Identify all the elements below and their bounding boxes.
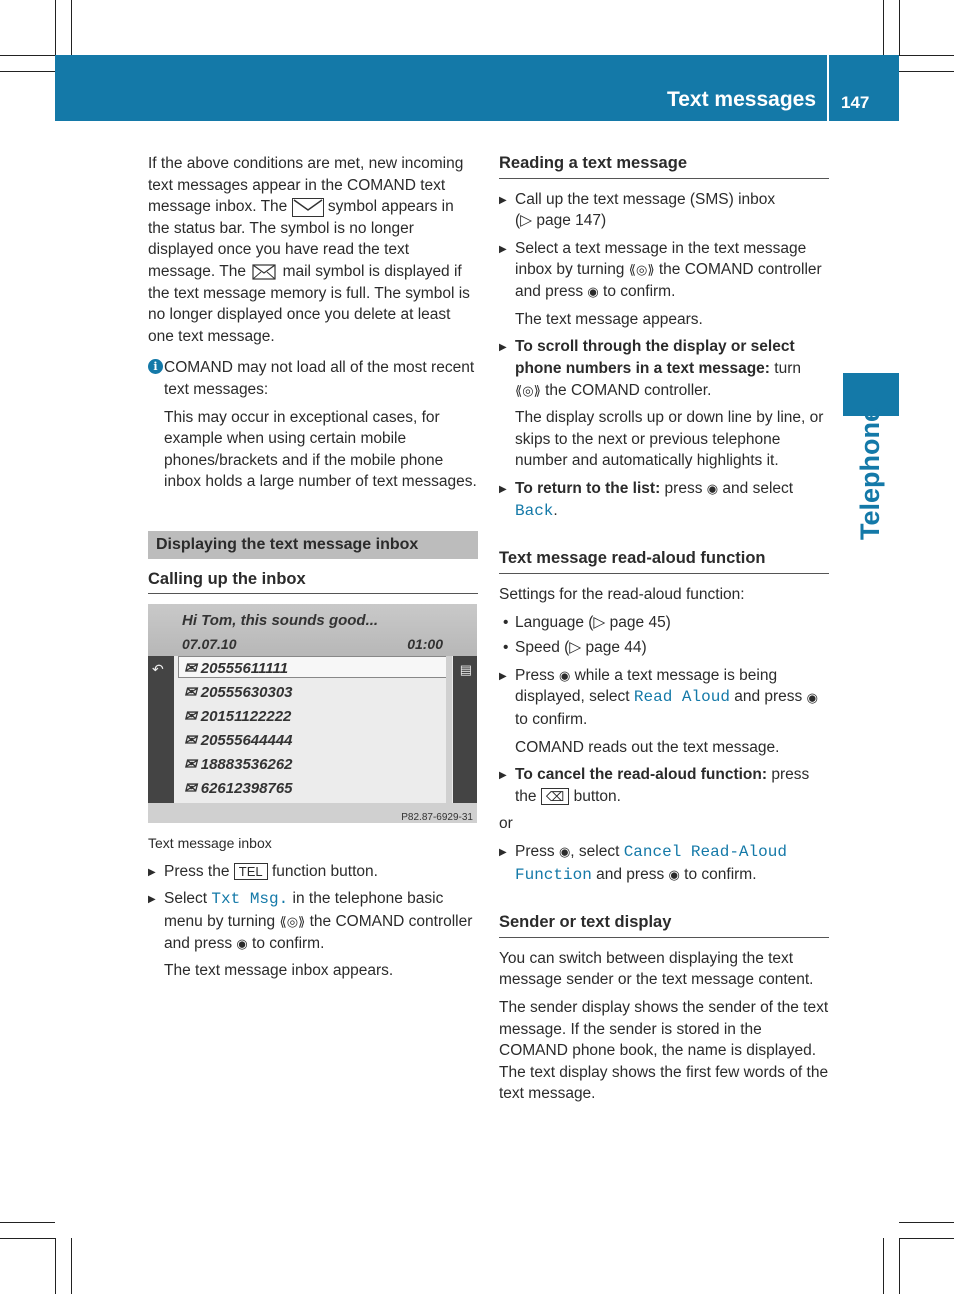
heading-sender-display: Sender or text display bbox=[499, 912, 829, 938]
screen-message-title: Hi Tom, this sounds good... bbox=[182, 612, 379, 630]
heading-reading: Reading a text message bbox=[499, 153, 829, 179]
controller-turn-icon: ⟪◎⟫ bbox=[279, 913, 306, 929]
envelope-full-icon bbox=[250, 263, 278, 281]
envelope-icon bbox=[292, 198, 324, 217]
options-icon: ▤ bbox=[459, 662, 472, 678]
page-title: Text messages bbox=[666, 88, 816, 111]
message-row[interactable]: ✉ 20555611111 bbox=[184, 660, 289, 678]
envelope-open-icon: ✉ bbox=[184, 684, 201, 702]
info-text-1: COMAND may not load all of the most recent text messages: bbox=[164, 359, 475, 398]
section-title: Displaying the text message inbox bbox=[148, 531, 478, 559]
page-number: 147 bbox=[841, 93, 870, 112]
crop-mark bbox=[899, 0, 900, 55]
step-select-message: ▶ Select a text message in the text message inbox by turning ⟪◎⟫ the COMAND controller and press ◉ to confirm. bbox=[499, 238, 829, 303]
controller-press-icon: ◉ bbox=[558, 667, 571, 683]
scrollbar[interactable] bbox=[446, 656, 452, 803]
controller-turn-icon: ⟪◎⟫ bbox=[628, 262, 655, 278]
mute-button-icon: ⌫ bbox=[541, 788, 569, 805]
crop-mark bbox=[883, 0, 884, 55]
step-result: The display scrolls up or down line by line, or skips to the next or previous telephone number and automatically highlights it. bbox=[515, 409, 824, 470]
subsection-title: Calling up the inbox bbox=[148, 569, 478, 595]
back-arrow-icon: ↶ bbox=[152, 661, 164, 678]
envelope-open-icon: ✉ bbox=[184, 756, 201, 774]
tel-key-icon: TEL bbox=[234, 863, 268, 880]
message-row[interactable]: ✉ 20151122222 bbox=[184, 708, 292, 726]
step-select-txt-msg: ▶ Select Txt Msg. in the telephone basic menu by turning ⟪◎⟫ the COMAND controller and press ◉ to confirm. bbox=[148, 888, 478, 954]
sender-paragraph-2: The sender display shows the sender of the text message. If the sender is stored in the COMAND phone book, the name is displayed. The text display shows the first few words of the text message. bbox=[499, 998, 829, 1103]
info-note bbox=[148, 357, 478, 400]
header-divider bbox=[827, 55, 829, 121]
bullet-speed: • Speed (▷ page 44) bbox=[499, 637, 829, 659]
envelope-open-icon: ✉ bbox=[184, 708, 201, 726]
controller-press-icon: ◉ bbox=[236, 935, 248, 951]
screen-time: 01:00 bbox=[407, 636, 443, 653]
step-scroll: ▶ To scroll through the display or select phone numbers in a text message: turn ⟪◎⟫ the COMAND controller. bbox=[499, 336, 829, 401]
info-icon: i bbox=[148, 359, 163, 374]
crop-mark bbox=[0, 1238, 55, 1239]
crop-mark bbox=[55, 0, 56, 55]
controller-turn-icon: ⟪◎⟫ bbox=[515, 382, 541, 398]
envelope-icon: ✉ bbox=[184, 660, 201, 678]
message-row[interactable]: ✉ 18883536262 bbox=[184, 756, 293, 774]
step-return-list: ▶ To return to the list: press ◉ and select Back. bbox=[499, 478, 829, 522]
bullet-language: • Language (▷ page 45) bbox=[499, 612, 829, 634]
crop-mark bbox=[0, 1222, 55, 1223]
heading-read-aloud: Text message read-aloud function bbox=[499, 548, 829, 574]
crop-mark bbox=[71, 1238, 72, 1294]
controller-press-icon: ◉ bbox=[706, 481, 719, 497]
message-row[interactable]: ✉ 62612398765 bbox=[184, 780, 293, 798]
step-result: The text message appears. bbox=[515, 310, 703, 328]
message-list bbox=[174, 656, 453, 803]
step-press-tel: ▶ Press the TEL function button. bbox=[148, 861, 478, 883]
menu-item-read-aloud: Read Aloud bbox=[633, 688, 730, 707]
step-cancel-via-menu: ▶ Press ◉, select Cancel Read-Aloud Function and press ◉ to confirm. bbox=[499, 841, 829, 886]
crop-mark bbox=[883, 1238, 884, 1294]
step-cancel-read-aloud: ▶ To cancel the read-aloud function: press the ⌫ button. bbox=[499, 764, 829, 807]
step-result: The text message inbox appears. bbox=[164, 962, 394, 980]
page-reference: (▷ page 147) bbox=[515, 212, 607, 230]
crop-mark bbox=[899, 1238, 900, 1294]
crop-mark bbox=[899, 55, 954, 56]
controller-press-icon: ◉ bbox=[587, 284, 599, 300]
settings-intro: Settings for the read-aloud function: bbox=[499, 585, 745, 603]
crop-mark bbox=[55, 1238, 56, 1294]
step-result: COMAND reads out the text message. bbox=[515, 738, 780, 756]
left-column bbox=[148, 153, 478, 988]
intro-text-c: mail symbol is displayed if the text message memory is full. The symbol is no longer displayed once you delete at least one text message. bbox=[148, 262, 470, 345]
envelope-open-icon: ✉ bbox=[184, 780, 201, 798]
crop-mark bbox=[0, 71, 55, 72]
screen-date: 07.07.10 bbox=[182, 636, 237, 653]
info-text-2: This may occur in exceptional cases, for example when using certain mobile phones/brackets and if the mobile phone inbox holds a large number of text messages. bbox=[164, 408, 477, 491]
figure-caption: Text message inbox bbox=[148, 835, 272, 852]
step-call-inbox: ▶ Call up the text message (SMS) inbox (▷ page 147) bbox=[499, 189, 829, 232]
inbox-screenshot bbox=[148, 604, 477, 823]
step-read-aloud: ▶ Press ◉ while a text message is being displayed, select Read Aloud and press ◉ to confirm. bbox=[499, 665, 829, 731]
menu-item-txt-msg: Txt Msg. bbox=[211, 890, 289, 909]
crop-mark bbox=[899, 71, 954, 72]
message-row[interactable]: ✉ 20555630303 bbox=[184, 684, 293, 702]
menu-item-back: Back bbox=[515, 501, 554, 520]
crop-mark bbox=[899, 1238, 954, 1239]
crop-mark bbox=[899, 1222, 954, 1223]
controller-press-icon: ◉ bbox=[558, 844, 571, 860]
envelope-open-icon: ✉ bbox=[184, 732, 201, 750]
intro-text-b: symbol appears in the status bar. The symbol is no longer displayed once you have read the text message. The bbox=[148, 198, 454, 280]
intro-text-a: If the above conditions are met, new incoming text messages appear in the COMAND text message inbox. The bbox=[148, 155, 464, 216]
side-tab-label: Telephone bbox=[855, 406, 885, 540]
message-row[interactable]: ✉ 20555644444 bbox=[184, 732, 293, 750]
or-text: or bbox=[499, 815, 513, 833]
controller-press-icon: ◉ bbox=[806, 689, 818, 705]
crop-mark bbox=[0, 55, 55, 56]
sender-paragraph-1: You can switch between displaying the text message sender or the text message content. bbox=[499, 949, 814, 989]
image-code: P82.87-6929-31 bbox=[401, 812, 473, 824]
crop-mark bbox=[71, 0, 72, 55]
intro-paragraph bbox=[148, 153, 478, 347]
right-column bbox=[499, 153, 829, 1111]
controller-press-icon: ◉ bbox=[668, 866, 680, 882]
menu-item-cancel-read-aloud: Cancel Read-Aloud Function bbox=[515, 842, 787, 884]
